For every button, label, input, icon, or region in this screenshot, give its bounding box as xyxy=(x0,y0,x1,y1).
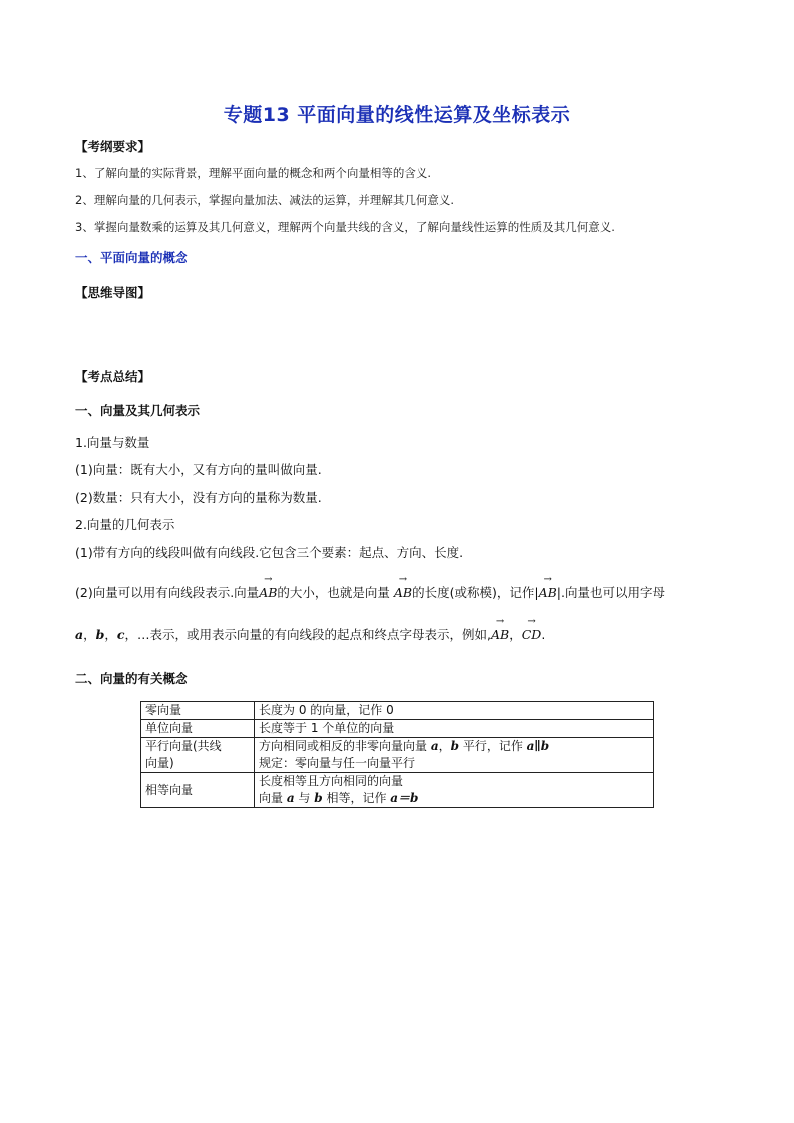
requirements-heading: 【考纲要求】 xyxy=(75,139,151,154)
separator: ， xyxy=(509,627,522,642)
letter-b: b xyxy=(314,791,323,805)
section-heading-concept: 一、平面向量的概念 xyxy=(75,250,188,265)
page-title: 专题13 平面向量的线性运算及坐标表示 xyxy=(223,104,571,126)
requirement-item-2: 2、理解向量的几何表示，掌握向量加法、减法的运算，并理解其几何意义. xyxy=(75,193,454,207)
desc-text: 相等，记作 xyxy=(322,791,391,805)
desc-line-2 xyxy=(259,790,649,807)
part1-heading: 一、向量及其几何表示 xyxy=(75,403,201,418)
table-row xyxy=(141,773,654,808)
table-cell-desc: 长度为 0 的向量，记作 0 xyxy=(255,702,654,720)
desc-line-1 xyxy=(259,738,649,755)
requirement-item-1: 1、了解向量的实际背景，理解平面向量的概念和两个向量相等的含义. xyxy=(75,166,431,180)
vector-ab: → AB xyxy=(539,585,557,600)
letter-a: a xyxy=(75,627,84,642)
table-row xyxy=(141,720,654,738)
desc-text: 平行，记作 xyxy=(459,739,527,753)
summary-heading: 【考点总结】 xyxy=(75,369,151,384)
letter-b: b xyxy=(95,627,105,642)
term-line-1: 平行向量(共线 xyxy=(145,739,222,753)
table-cell-desc: 长度等于 1 个单位的向量 xyxy=(255,720,654,738)
item5-text: ，…表示，或用表示向量的有向线段的起点和终点字母表示，例如, xyxy=(124,627,491,642)
item4-text-4: |.向量也可以用字母 xyxy=(556,585,665,600)
vector-ab: → AB xyxy=(259,585,277,600)
parallel-notation: a∥b xyxy=(526,739,550,753)
table-cell-term: 单位向量 xyxy=(141,720,255,738)
requirement-item-3: 3、掌握向量数乘的运算及其几何意义，理解两个向量共线的含义，了解向量线性运算的性质及其几何意义. xyxy=(75,220,615,234)
concept-table xyxy=(140,701,654,808)
separator: ， xyxy=(83,627,96,642)
table-row xyxy=(141,738,654,773)
part1-sub1: 1.向量与数量 xyxy=(75,435,150,450)
equality-notation: a＝b xyxy=(390,791,419,805)
item4-text-3: 的长度(或称模)，记作| xyxy=(412,585,539,600)
table-cell-desc xyxy=(255,773,654,808)
part1-sub2: 2.向量的几何表示 xyxy=(75,517,175,532)
part1-item1: (1)向量：既有大小，又有方向的量叫做向量. xyxy=(75,462,322,477)
separator: ， xyxy=(438,739,451,753)
term-line-2: 向量) xyxy=(145,756,174,770)
item4-text-2: 的大小，也就是向量 xyxy=(277,585,394,600)
mindmap-heading: 【思维导图】 xyxy=(75,285,151,300)
part1-item5 xyxy=(75,625,545,643)
letter-a: a xyxy=(286,791,295,805)
part1-item2: (2)数量：只有大小，没有方向的量称为数量. xyxy=(75,490,322,505)
vector-cd: → CD xyxy=(522,627,542,642)
part2-heading: 二、向量的有关概念 xyxy=(75,671,188,686)
table-row xyxy=(141,702,654,720)
desc-text: 向量 xyxy=(259,791,287,805)
table-cell-term: 相等向量 xyxy=(141,773,255,808)
desc-line-2: 规定：零向量与任一向量平行 xyxy=(259,756,416,770)
letter-a: a xyxy=(430,739,439,753)
vector-ab: → AB xyxy=(491,627,509,642)
item4-text-1: (2)向量可以用有向线段表示.向量 xyxy=(75,585,260,600)
vector-ab: → AB xyxy=(394,585,412,600)
part1-item3: (1)带有方向的线段叫做有向线段.它包含三个要素：起点、方向、长度. xyxy=(75,545,464,560)
separator: ， xyxy=(104,627,117,642)
desc-text: 方向相同或相反的非零向量向量 xyxy=(259,739,431,753)
part1-item4 xyxy=(75,583,665,601)
table-cell-desc xyxy=(255,738,654,773)
letter-c: c xyxy=(116,627,125,642)
table-cell-term: 零向量 xyxy=(141,702,255,720)
table-cell-term xyxy=(141,738,255,773)
desc-text: 与 xyxy=(294,791,315,805)
period: . xyxy=(541,627,546,642)
desc-line-1: 长度相等且方向相同的向量 xyxy=(259,774,404,788)
letter-b: b xyxy=(450,739,460,753)
